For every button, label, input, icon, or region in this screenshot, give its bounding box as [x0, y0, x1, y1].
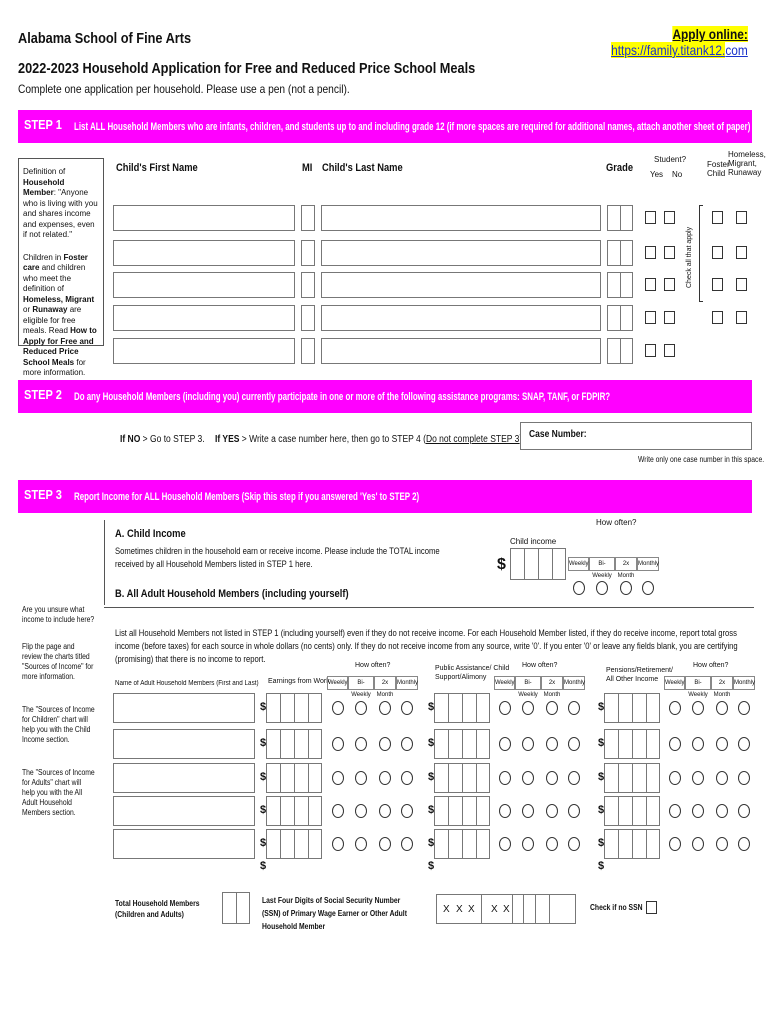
- frequency-header: Weekly: [494, 676, 515, 690]
- dollar-sign: $: [598, 701, 605, 713]
- child-mi-field[interactable]: [301, 305, 315, 331]
- check-all-that-apply: Check all that apply: [686, 226, 693, 288]
- dollar-sign: $: [260, 771, 267, 783]
- homeless-migrant-runaway-checkbox[interactable]: [736, 278, 747, 291]
- income-amount-field[interactable]: [434, 693, 490, 723]
- student-no-checkbox[interactable]: [664, 211, 675, 224]
- step3-bar: [18, 480, 752, 513]
- form-subtitle: Complete one application per household. Please use a pen (not a pencil).: [18, 82, 350, 96]
- income-frequency-radio[interactable]: [499, 701, 511, 715]
- section-a-border: [104, 520, 106, 605]
- child-grade-field[interactable]: [607, 240, 633, 266]
- child-first-name-field[interactable]: [113, 338, 295, 364]
- frequency-header: 2x Month: [711, 676, 733, 690]
- income-frequency-radio[interactable]: [716, 737, 728, 751]
- step2-instructions: Do any Household Members (including you) currently participate in one or more of the following assistance programs: SNAP, TANF, or FDPIR?: [74, 391, 611, 403]
- frequency-header: Monthly: [733, 676, 755, 690]
- adult-name-field[interactable]: [113, 796, 255, 826]
- how-often-public: How often?: [522, 662, 558, 669]
- income-frequency-radio[interactable]: [355, 837, 367, 851]
- school-name: Alabama School of Fine Arts: [18, 30, 192, 47]
- income-amount-field[interactable]: [604, 729, 660, 759]
- ssn-digits-field[interactable]: [436, 894, 576, 924]
- ssn-masked-digit: X: [443, 904, 450, 915]
- bracket: [699, 205, 703, 302]
- income-frequency-radio[interactable]: [499, 837, 511, 851]
- income-frequency-radio[interactable]: [546, 701, 558, 715]
- income-amount-field[interactable]: [434, 829, 490, 859]
- income-frequency-radio[interactable]: [522, 737, 534, 751]
- side-note-adults: The "Sources of Income for Adults" chart will help you with the All Adult Household Members section.: [22, 768, 95, 817]
- homeless-migrant-runaway-checkbox[interactable]: [736, 311, 747, 324]
- student-yes-checkbox[interactable]: [645, 311, 656, 324]
- child-first-name-field[interactable]: [113, 272, 295, 298]
- child-income-dollar: $: [497, 556, 506, 573]
- col-grade: Grade: [606, 162, 634, 174]
- col-mi: MI: [302, 162, 313, 174]
- if-yes-text: If YES > Write a case number here, then go to STEP 4 (Do not complete STEP 3: [215, 434, 520, 445]
- foster-child-checkbox[interactable]: [712, 278, 723, 291]
- child-income-desc: Sometimes children in the household earn or receive income. Please include the TOTAL income received by all Household Members listed in STEP 1 here.: [115, 546, 440, 569]
- dollar-sign: $: [598, 860, 605, 872]
- income-frequency-radio[interactable]: [522, 701, 534, 715]
- income-frequency-radio[interactable]: [401, 804, 413, 818]
- how-often-a: How often?: [596, 518, 637, 527]
- dollar-sign: $: [428, 701, 435, 713]
- step1-bar: [18, 110, 752, 143]
- income-frequency-radio[interactable]: [355, 771, 367, 785]
- apply-online-link[interactable]: https://family.titank12.com: [611, 42, 748, 58]
- apply-online: [611, 26, 748, 58]
- apply-online-label: Apply online:: [672, 26, 748, 42]
- income-frequency-radio[interactable]: [738, 737, 750, 751]
- step1-label: STEP 1: [24, 117, 62, 132]
- col-student-yes: Yes: [650, 170, 664, 179]
- how-often-work: How often?: [355, 662, 391, 669]
- col-pension: Pensions/Retirement/ All Other Income: [606, 667, 673, 683]
- income-frequency-radio[interactable]: [568, 837, 580, 851]
- income-frequency-radio[interactable]: [499, 771, 511, 785]
- income-frequency-radio[interactable]: [355, 701, 367, 715]
- col-homeless-migrant-runaway: Homeless, Migrant, Runaway: [728, 150, 766, 177]
- dollar-sign: $: [598, 737, 605, 749]
- step3-label: STEP 3: [24, 487, 62, 502]
- student-yes-checkbox[interactable]: [645, 246, 656, 259]
- income-frequency-radio[interactable]: [669, 701, 681, 715]
- income-frequency-radio[interactable]: [716, 701, 728, 715]
- side-note-children: The "Sources of Income for Children" chart will help you with the Child Income section.: [22, 705, 95, 744]
- income-frequency-radio[interactable]: [716, 837, 728, 851]
- child-grade-field[interactable]: [607, 305, 633, 331]
- dollar-sign: $: [598, 837, 605, 849]
- income-frequency-radio[interactable]: [546, 771, 558, 785]
- dollar-sign: $: [428, 860, 435, 872]
- frequency-header: 2x Month: [541, 676, 563, 690]
- section-b-border: [104, 607, 754, 608]
- child-first-name-field[interactable]: [113, 240, 295, 266]
- frequency-header: Weekly: [568, 557, 589, 571]
- child-income-frequency-radio[interactable]: [642, 581, 654, 595]
- income-frequency-radio[interactable]: [738, 837, 750, 851]
- child-grade-field[interactable]: [607, 272, 633, 298]
- income-frequency-radio[interactable]: [379, 771, 391, 785]
- step1-instructions: List ALL Household Members who are infants, children, and students up to and including grade 12 (if more spaces are required for additional names, attach another sheet of paper): [74, 121, 751, 133]
- total-members-field[interactable]: [222, 892, 250, 924]
- dollar-sign: $: [260, 860, 267, 872]
- income-frequency-radio[interactable]: [332, 737, 344, 751]
- child-last-name-field[interactable]: [321, 338, 601, 364]
- dollar-sign: $: [598, 804, 605, 816]
- dollar-sign: $: [260, 737, 267, 749]
- student-no-checkbox[interactable]: [664, 278, 675, 291]
- how-often-pension: How often?: [693, 662, 729, 669]
- income-amount-field[interactable]: [266, 693, 322, 723]
- income-frequency-radio[interactable]: [546, 804, 558, 818]
- income-amount-field[interactable]: [434, 729, 490, 759]
- total-members-label: Total Household Members (Children and Adults): [115, 899, 200, 919]
- dollar-sign: $: [260, 701, 267, 713]
- income-frequency-radio[interactable]: [379, 804, 391, 818]
- homeless-migrant-runaway-checkbox[interactable]: [736, 246, 747, 259]
- income-amount-field[interactable]: [266, 796, 322, 826]
- case-number-label: Case Number:: [529, 429, 587, 440]
- income-frequency-radio[interactable]: [669, 837, 681, 851]
- income-frequency-radio[interactable]: [332, 771, 344, 785]
- income-frequency-radio[interactable]: [499, 737, 511, 751]
- child-income-field[interactable]: [510, 548, 566, 580]
- frequency-header: Bi-Weekly: [685, 676, 711, 690]
- child-mi-field[interactable]: [301, 205, 315, 231]
- income-frequency-radio[interactable]: [692, 701, 704, 715]
- dollar-sign: $: [598, 771, 605, 783]
- child-first-name-field[interactable]: [113, 305, 295, 331]
- income-frequency-radio[interactable]: [669, 771, 681, 785]
- income-amount-field[interactable]: [434, 796, 490, 826]
- step3-instructions: Report Income for ALL Household Members (Skip this step if you answered 'Yes' to STEP 2): [74, 491, 420, 503]
- col-public-assistance: Public Assistance/ Child Support/Alimony: [435, 665, 510, 681]
- dollar-sign: $: [260, 804, 267, 816]
- ssn-masked-digit: X: [491, 904, 498, 915]
- col-student-no: No: [672, 170, 683, 179]
- foster-child-checkbox[interactable]: [712, 246, 723, 259]
- col-child-first-name: Child's First Name: [116, 162, 198, 174]
- income-frequency-radio[interactable]: [332, 804, 344, 818]
- child-income-frequency-radio[interactable]: [596, 581, 608, 595]
- income-frequency-radio[interactable]: [568, 771, 580, 785]
- adult-members-title: B. All Adult Household Members (including yourself): [115, 588, 349, 600]
- income-frequency-radio[interactable]: [379, 701, 391, 715]
- student-no-checkbox[interactable]: [664, 311, 675, 324]
- household-member-definition: Definition of Household Member: "Anyone who is living with you and shares income and expenses, even if not related." Children in Foster care and children who meet the definition of Homeless, Migrant or Runaway are eligible for free meals. Read How to Apply for Free and Reduced Price School Meals for more information.: [18, 158, 104, 346]
- child-income-frequency-radio[interactable]: [620, 581, 632, 595]
- child-grade-field[interactable]: [607, 338, 633, 364]
- income-amount-field[interactable]: [266, 729, 322, 759]
- child-first-name-field[interactable]: [113, 205, 295, 231]
- income-frequency-radio[interactable]: [332, 837, 344, 851]
- income-frequency-radio[interactable]: [568, 737, 580, 751]
- ssn-label: Last Four Digits of Social Security Number (SSN) of Primary Wage Earner or Other Adult Household Member: [262, 896, 407, 931]
- income-frequency-radio[interactable]: [669, 737, 681, 751]
- income-amount-field[interactable]: [604, 763, 660, 793]
- income-frequency-radio[interactable]: [568, 701, 580, 715]
- frequency-header: Weekly: [327, 676, 348, 690]
- no-ssn-label: Check if no SSN: [590, 903, 643, 912]
- adult-name-field[interactable]: [113, 763, 255, 793]
- income-frequency-radio[interactable]: [546, 837, 558, 851]
- frequency-header: Bi-Weekly: [348, 676, 374, 690]
- income-frequency-radio[interactable]: [692, 737, 704, 751]
- case-number-note: Write only one case number in this space.: [638, 455, 765, 464]
- child-last-name-field[interactable]: [321, 205, 601, 231]
- form-title: 2022-2023 Household Application for Free and Reduced Price School Meals: [18, 60, 476, 77]
- child-income-title: A. Child Income: [115, 528, 186, 540]
- dollar-sign: $: [428, 737, 435, 749]
- child-mi-field[interactable]: [301, 240, 315, 266]
- student-yes-checkbox[interactable]: [645, 278, 656, 291]
- student-yes-checkbox[interactable]: [645, 344, 656, 357]
- ssn-masked-digit: X: [456, 904, 463, 915]
- income-frequency-radio[interactable]: [738, 804, 750, 818]
- adult-members-desc: List all Household Members not listed in STEP 1 (including yourself) even if they do not receive income. For each Household Member listed, if they do receive income, report total gross income (before taxes) for each source in whole dollars (no cents) only. If they do not receive income from any source, write '0'. If you enter '0' or leave any fields blank, you are certifying (promising) that there is no income to report.: [115, 628, 738, 664]
- income-frequency-radio[interactable]: [692, 771, 704, 785]
- frequency-header: 2x Month: [615, 557, 637, 571]
- child-income-label: Child income: [510, 537, 557, 546]
- income-amount-field[interactable]: [434, 763, 490, 793]
- child-income-frequency-radio[interactable]: [573, 581, 585, 595]
- side-note-unsure: Are you unsure what income to include here?: [22, 605, 95, 624]
- col-foster-child: Foster Child: [707, 160, 730, 178]
- if-no-text: If NO > Go to STEP 3.: [120, 434, 205, 445]
- child-last-name-field[interactable]: [321, 272, 601, 298]
- income-frequency-radio[interactable]: [738, 771, 750, 785]
- col-adult-name: Name of Adult Household Members (First and Last): [115, 680, 259, 687]
- income-amount-field[interactable]: [266, 763, 322, 793]
- income-frequency-radio[interactable]: [692, 804, 704, 818]
- income-frequency-radio[interactable]: [401, 701, 413, 715]
- income-frequency-radio[interactable]: [522, 804, 534, 818]
- homeless-migrant-runaway-checkbox[interactable]: [736, 211, 747, 224]
- income-frequency-radio[interactable]: [738, 701, 750, 715]
- frequency-header: 2x Month: [374, 676, 396, 690]
- income-frequency-radio[interactable]: [355, 737, 367, 751]
- adult-name-field[interactable]: [113, 829, 255, 859]
- income-amount-field[interactable]: [604, 693, 660, 723]
- frequency-header: Bi-Weekly: [515, 676, 541, 690]
- child-grade-field[interactable]: [607, 205, 633, 231]
- income-frequency-radio[interactable]: [522, 837, 534, 851]
- col-child-last-name: Child's Last Name: [322, 162, 403, 174]
- frequency-header: Bi-Weekly: [589, 557, 615, 571]
- income-frequency-radio[interactable]: [568, 804, 580, 818]
- ssn-masked-digit: X: [503, 904, 510, 915]
- income-frequency-radio[interactable]: [546, 737, 558, 751]
- income-frequency-radio[interactable]: [669, 804, 681, 818]
- step2-label: STEP 2: [24, 387, 62, 402]
- step2-bar: [18, 380, 752, 413]
- adult-name-field[interactable]: [113, 729, 255, 759]
- student-no-checkbox[interactable]: [664, 344, 675, 357]
- income-frequency-radio[interactable]: [401, 737, 413, 751]
- dollar-sign: $: [428, 804, 435, 816]
- dollar-sign: $: [260, 837, 267, 849]
- income-amount-field[interactable]: [604, 829, 660, 859]
- income-frequency-radio[interactable]: [522, 771, 534, 785]
- case-number-field[interactable]: [520, 422, 752, 450]
- child-mi-field[interactable]: [301, 272, 315, 298]
- frequency-header: Monthly: [637, 557, 659, 571]
- income-frequency-radio[interactable]: [401, 771, 413, 785]
- child-last-name-field[interactable]: [321, 305, 601, 331]
- income-frequency-radio[interactable]: [401, 837, 413, 851]
- no-ssn-checkbox[interactable]: [646, 901, 657, 914]
- income-frequency-radio[interactable]: [379, 837, 391, 851]
- frequency-header: Monthly: [563, 676, 585, 690]
- income-frequency-radio[interactable]: [716, 804, 728, 818]
- income-frequency-radio[interactable]: [379, 737, 391, 751]
- side-note-flip: Flip the page and review the charts titled "Sources of Income" for more information.: [22, 642, 94, 681]
- frequency-header: Weekly: [664, 676, 685, 690]
- adult-name-field[interactable]: [113, 693, 255, 723]
- frequency-header: Monthly: [396, 676, 418, 690]
- income-frequency-radio[interactable]: [355, 804, 367, 818]
- foster-child-checkbox[interactable]: [712, 311, 723, 324]
- student-yes-checkbox[interactable]: [645, 211, 656, 224]
- income-frequency-radio[interactable]: [692, 837, 704, 851]
- income-amount-field[interactable]: [266, 829, 322, 859]
- col-student: Student?: [654, 155, 687, 164]
- child-last-name-field[interactable]: [321, 240, 601, 266]
- income-frequency-radio[interactable]: [332, 701, 344, 715]
- col-earnings-work: Earnings from Work: [268, 678, 330, 685]
- income-amount-field[interactable]: [604, 796, 660, 826]
- foster-child-checkbox[interactable]: [712, 211, 723, 224]
- dollar-sign: $: [428, 837, 435, 849]
- income-frequency-radio[interactable]: [499, 804, 511, 818]
- dollar-sign: $: [428, 771, 435, 783]
- ssn-masked-digit: X: [468, 904, 475, 915]
- child-mi-field[interactable]: [301, 338, 315, 364]
- income-frequency-radio[interactable]: [716, 771, 728, 785]
- student-no-checkbox[interactable]: [664, 246, 675, 259]
